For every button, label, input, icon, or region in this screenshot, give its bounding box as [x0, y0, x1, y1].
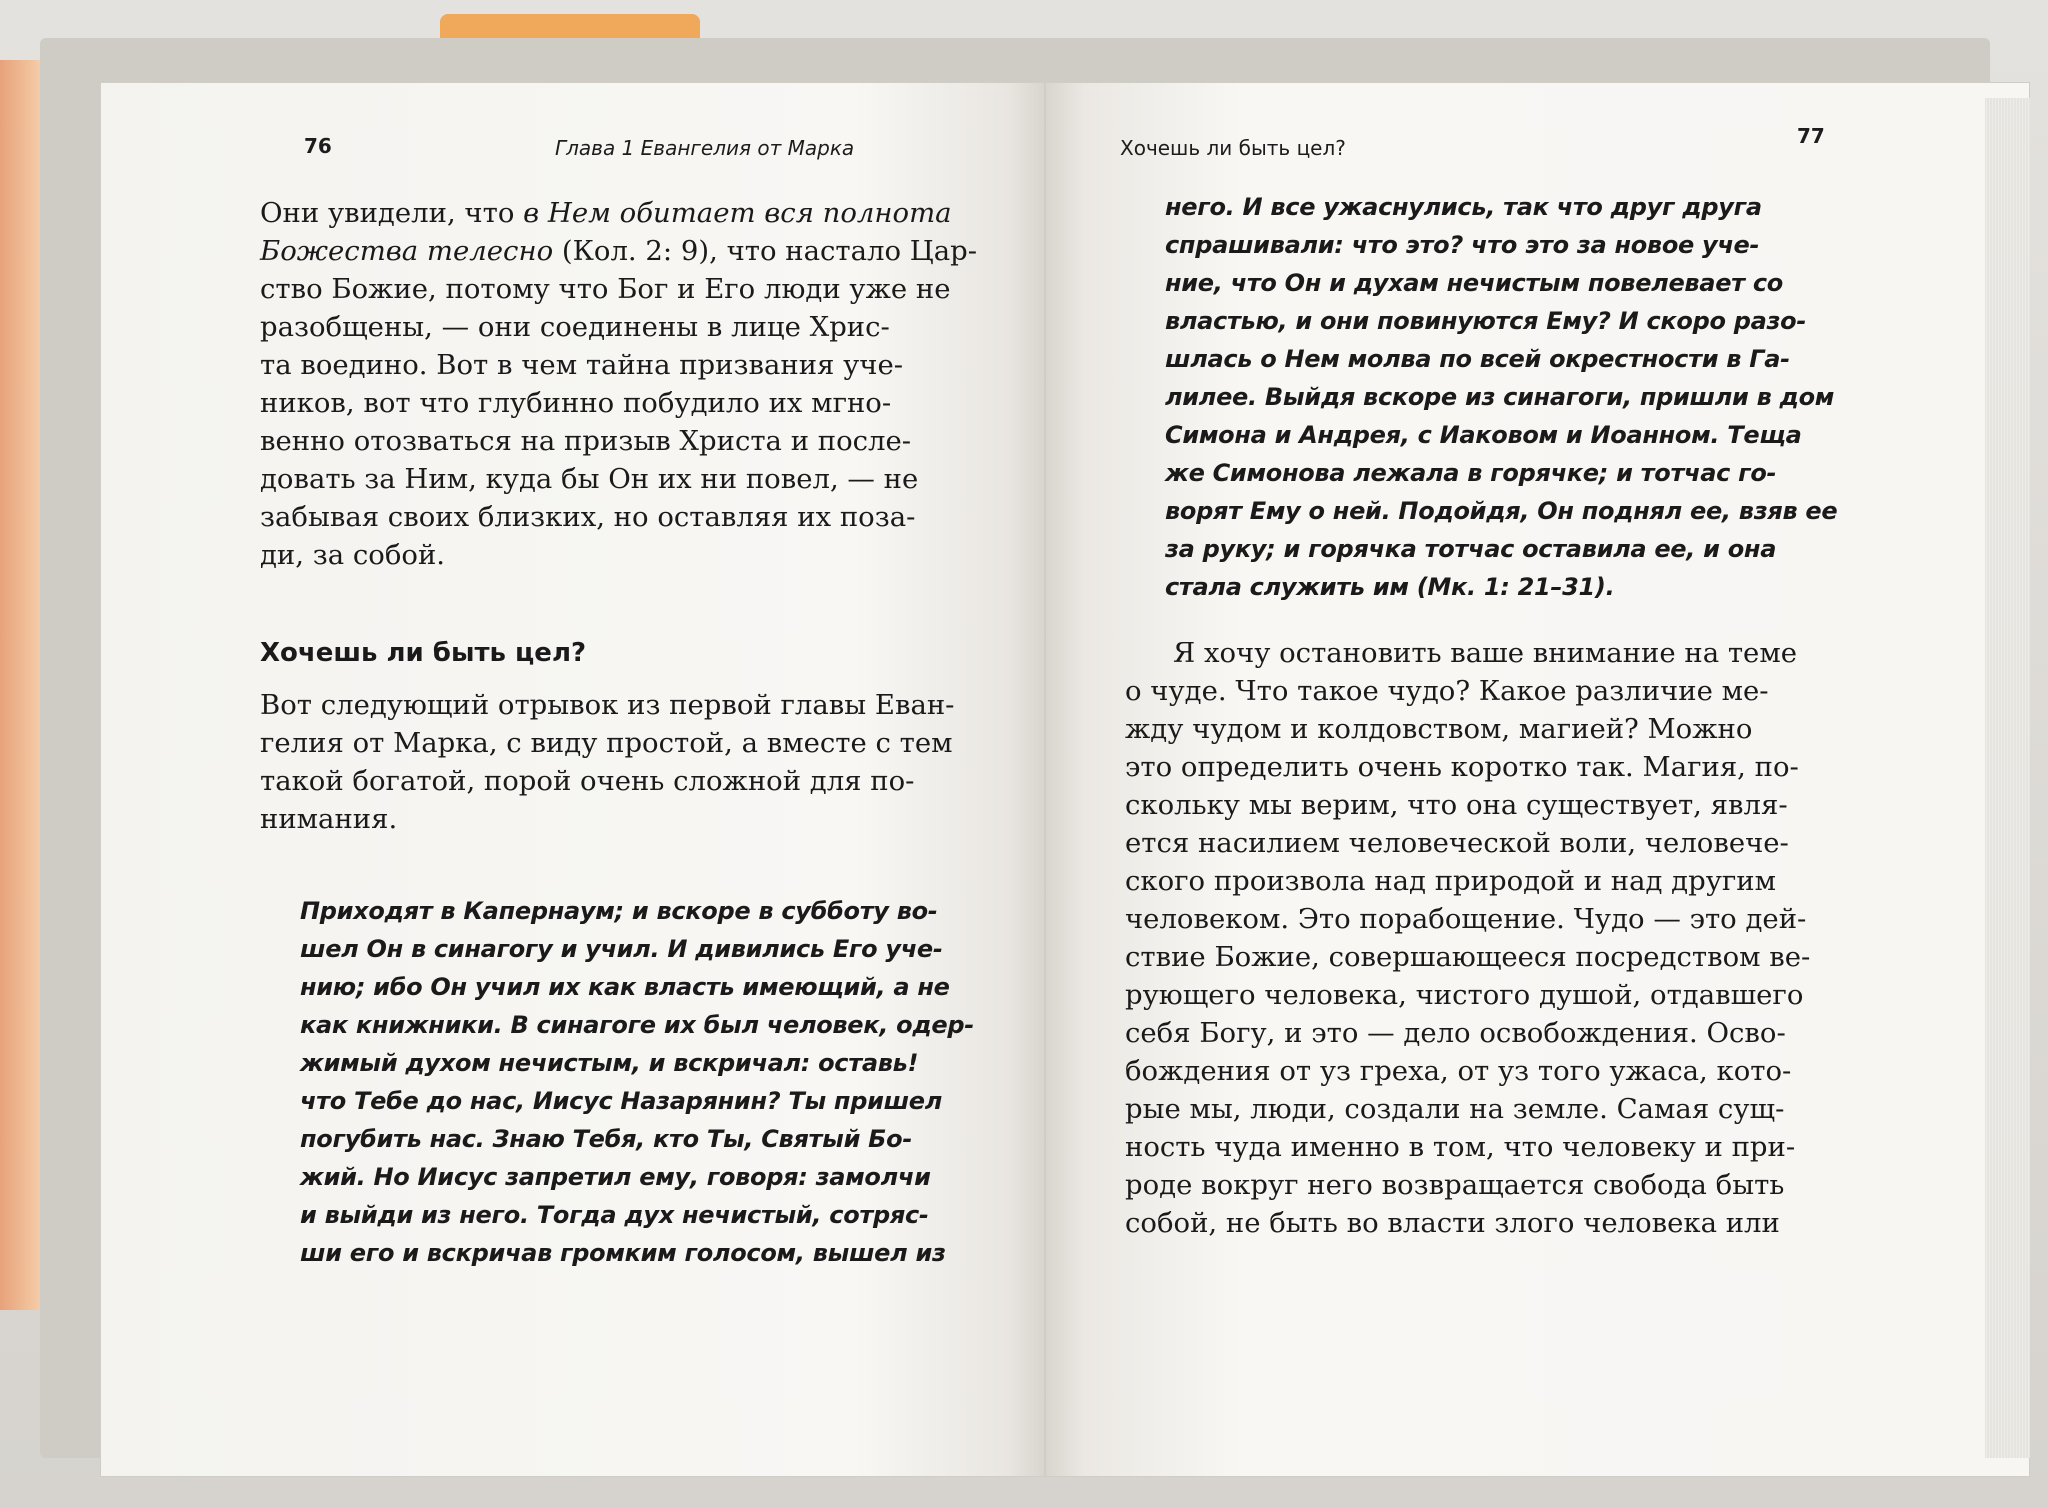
text-line: собой, не быть во власти злого человека или: [1125, 1207, 1780, 1239]
text-line: бождения от уз греха, от уз того ужаса, кото-: [1125, 1055, 1792, 1087]
quote-line: же Симонова лежала в горячке; и тотчас го-: [1165, 459, 1777, 487]
text-line: нимания.: [260, 803, 398, 835]
text-line: ется насилием человеческой воли, человече-: [1125, 827, 1789, 859]
quote-line: жимый духом нечистым, и вскричал: оставь!: [300, 1049, 919, 1077]
text-line: такой богатой, порой очень сложной для по-: [260, 765, 915, 797]
quote-line: него. И все ужаснулись, так что друг друга: [1165, 193, 1762, 221]
quote-line: за руку; и горячка тотчас оставила ее, и она: [1165, 535, 1777, 563]
text-line: человеком. Это порабощение. Чудо — это дей-: [1125, 903, 1807, 935]
page-edges: [1985, 98, 2030, 1458]
quote-line: стала служить им (Мк. 1: 21–31).: [1165, 573, 1615, 601]
open-book: [40, 38, 1990, 1458]
left-page: [100, 82, 1045, 1477]
text-line: скольку мы верим, что она существует, явля-: [1125, 789, 1788, 821]
quote-line: спрашивали: что это? что это за новое уче-: [1165, 231, 1760, 259]
text-line: ность чуда именно в том, что человеку и при-: [1125, 1131, 1796, 1163]
quote-line: ворят Ему о ней. Подойдя, Он поднял ее, взяв ее: [1165, 497, 1838, 525]
quote-line: шел Он в синагогу и учил. И дивились Его уче-: [300, 935, 943, 963]
text-line: жду чудом и колдовством, магией? Можно: [1125, 713, 1753, 745]
text-line: ского произвола над природой и над другим: [1125, 865, 1777, 897]
quote-line: нию; ибо Он учил их как власть имеющий, а не: [300, 973, 950, 1001]
text-line: ствие Божие, совершающееся посредством ве-: [1125, 941, 1811, 973]
text-line: ников, вот что глубинно побудило их мгно-: [260, 387, 892, 419]
quote-line: и выйди из него. Тогда дух нечистый, сотряс-: [300, 1201, 929, 1229]
text-run: (Кол. 2: 9), что настало Цар-: [553, 235, 978, 267]
quote-line: лилее. Выйдя вскоре из синагоги, пришли в дом: [1165, 383, 1835, 411]
text-line: венно отозваться на призыв Христа и после-: [260, 425, 912, 457]
quote-line: ши его и вскричав громким голосом, вышел из: [300, 1239, 946, 1267]
text-line: ди, за собой.: [260, 539, 446, 571]
text-line: Вот следующий отрывок из первой главы Еван-: [260, 689, 955, 721]
scripture-quote: [1165, 188, 1837, 606]
paragraph-2: [260, 686, 954, 838]
text-line: довать за Ним, куда бы Он их ни повел, — не: [260, 463, 919, 495]
text-line: Я хочу остановить ваше внимание на теме: [1173, 637, 1797, 669]
paragraph-3: [1125, 634, 1810, 1242]
text-line: гелия от Марка, с виду простой, а вместе с тем: [260, 727, 953, 759]
text-line: забывая своих близких, но оставляя их поза-: [260, 501, 916, 533]
page-number: 76: [304, 134, 332, 158]
text-line: ство Божие, потому что Бог и Его люди уже не: [260, 273, 951, 305]
text-line: о чуде. Что такое чудо? Какое различие ме-: [1125, 675, 1769, 707]
page-number: 77: [1797, 124, 1825, 148]
section-heading: Хочешь ли быть цел?: [260, 638, 587, 668]
text-line: та воедино. Вот в чем тайна призвания уче-: [260, 349, 904, 381]
quote-line: шлась о Нем молва по всей окрестности в Га-: [1165, 345, 1790, 373]
section-heading-wrap: [260, 638, 586, 668]
text-line: рующего человека, чистого душой, отдавшего: [1125, 979, 1804, 1011]
paragraph-1: [260, 194, 978, 574]
quote-line: жий. Но Иисус запретил ему, говоря: замолчи: [300, 1163, 931, 1191]
right-page: [1045, 82, 2030, 1477]
running-head: Хочешь ли быть цел?: [1120, 136, 1346, 160]
quote-line: Симона и Андрея, с Иаковом и Иоанном. Теща: [1165, 421, 1802, 449]
text-line: разобщены, — они соединены в лице Хрис-: [260, 311, 890, 343]
quote-line: ние, что Он и духам нечистым повелевает со: [1165, 269, 1783, 297]
text-line: себя Богу, и это — дело освобождения. Осво-: [1125, 1017, 1786, 1049]
quote-line: Приходят в Капернаум; и вскоре в субботу во-: [300, 897, 938, 925]
quote-line: погубить нас. Знаю Тебя, кто Ты, Святый Бо-: [300, 1125, 912, 1153]
quote-line: что Тебе до нас, Иисус Назарянин? Ты пришел: [300, 1087, 943, 1115]
text-line: роде вокруг него возвращается свобода быть: [1125, 1169, 1785, 1201]
text-line: рые мы, люди, создали на земле. Самая сущ-: [1125, 1093, 1785, 1125]
text-line: это определить очень коротко так. Магия, по-: [1125, 751, 1799, 783]
scripture-quote: [300, 892, 974, 1272]
text-run: Они увидели, что: [260, 197, 524, 229]
italic-run: Божества телесно: [260, 235, 554, 267]
quote-line: как книжники. В синагоге их был человек, одер-: [300, 1011, 974, 1039]
italic-run: в Нем обитает вся полнота: [523, 197, 952, 229]
running-head: Глава 1 Евангелия от Марка: [555, 136, 855, 160]
quote-line: властью, и они повинуются Ему? И скоро разо-: [1165, 307, 1806, 335]
